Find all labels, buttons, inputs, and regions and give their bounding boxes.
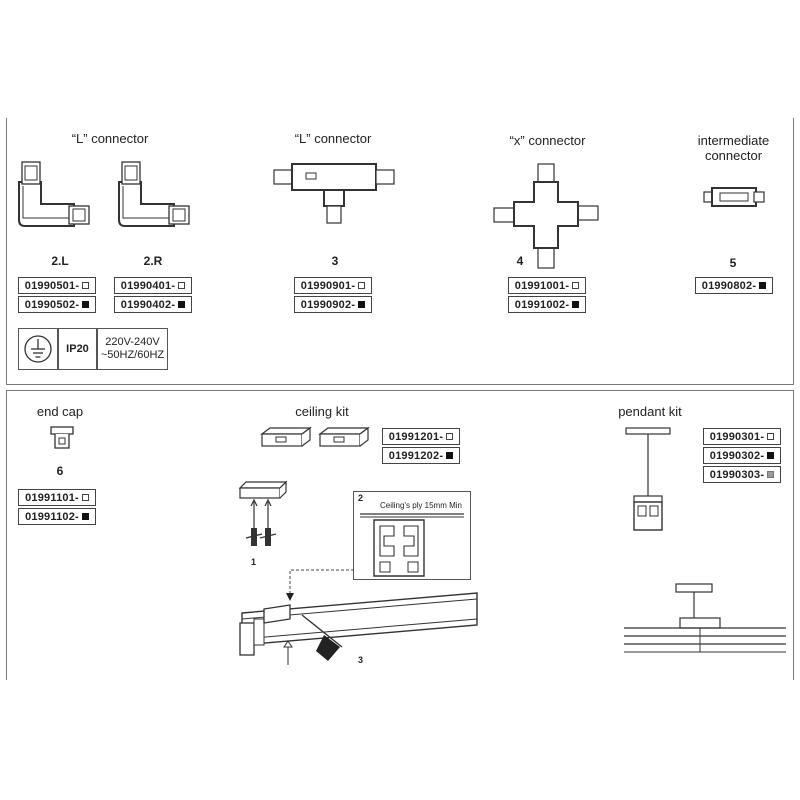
- pendant-kit-title: pendant kit: [618, 404, 682, 419]
- l-connector-title: “L” connector: [71, 131, 149, 146]
- black-finish-swatch: [82, 301, 89, 308]
- step2-label: 2: [358, 493, 364, 503]
- item-number-5: 5: [729, 256, 737, 270]
- white-finish-swatch: [446, 433, 453, 440]
- pendant-install-drawing: [620, 580, 790, 660]
- black-finish-swatch: [358, 301, 365, 308]
- l-connector-right-drawing: [114, 160, 194, 235]
- step1-screw-drawing: [236, 478, 296, 558]
- black-finish-swatch: [572, 301, 579, 308]
- code-box: 01990901 -: [294, 277, 372, 294]
- ceiling-kit-title: ceiling kit: [295, 404, 349, 419]
- l-connector-left-drawing: [14, 160, 94, 235]
- ground-spec-box: [18, 328, 58, 370]
- black-finish-swatch: [82, 513, 89, 520]
- white-finish-swatch: [178, 282, 185, 289]
- voltage-box: [97, 328, 168, 370]
- code-box: 01991201 -: [382, 428, 460, 445]
- white-finish-swatch: [572, 282, 579, 289]
- grey-finish-swatch: [767, 471, 774, 478]
- code-box: 01991001 -: [508, 277, 586, 294]
- track-profile-drawing: [354, 510, 470, 580]
- white-finish-swatch: [767, 433, 774, 440]
- code-box: 01990501 -: [18, 277, 96, 294]
- code-box: 01991202 -: [382, 447, 460, 464]
- ceiling-ply-note: Ceiling's ply 15mm Min: [380, 501, 462, 510]
- code-box: 01990401 -: [114, 277, 192, 294]
- t-connector-title: “L” connector: [294, 131, 372, 146]
- pendant-kit-drawing: [620, 424, 680, 544]
- item-number-2l: 2.L: [51, 254, 69, 268]
- white-finish-swatch: [358, 282, 365, 289]
- frequency-text: ~50HZ/60HZ: [100, 349, 165, 361]
- code-box: 01991002 -: [508, 296, 586, 313]
- item-number-3: 3: [331, 254, 339, 268]
- black-finish-swatch: [767, 452, 774, 459]
- item-number-6: 6: [56, 464, 64, 478]
- t-connector-drawing: [270, 160, 400, 230]
- end-cap-drawing: [48, 424, 78, 454]
- black-finish-swatch: [446, 452, 453, 459]
- code-box: 01990402 -: [114, 296, 192, 313]
- code-box: 01990302 -: [703, 447, 781, 464]
- step1-label: 1: [251, 557, 257, 567]
- item-number-2r: 2.R: [143, 254, 163, 268]
- x-connector-title: “x” connector: [509, 133, 586, 148]
- item-number-4: 4: [516, 254, 524, 268]
- step3-label: 3: [358, 655, 364, 665]
- black-finish-swatch: [178, 301, 185, 308]
- ip-rating-box: IP20: [58, 328, 97, 370]
- voltage-text: 220V-240V: [105, 336, 160, 348]
- intermediate-connector-title: intermediate connector: [697, 133, 770, 163]
- end-cap-title: end cap: [36, 404, 84, 419]
- white-finish-swatch: [82, 494, 89, 501]
- intermediate-connector-drawing: [700, 184, 768, 214]
- code-box: 01990502 -: [18, 296, 96, 313]
- black-finish-swatch: [759, 282, 766, 289]
- ceiling-clips-drawing: [258, 424, 378, 454]
- code-box: 01991102 -: [18, 508, 96, 525]
- code-box: 01991101 -: [18, 489, 96, 506]
- code-box: 01990902 -: [294, 296, 372, 313]
- code-box: 01990802 -: [695, 277, 773, 294]
- ground-icon: [23, 334, 53, 364]
- white-finish-swatch: [82, 282, 89, 289]
- code-box: 01990303 -: [703, 466, 781, 483]
- code-box: 01990301 -: [703, 428, 781, 445]
